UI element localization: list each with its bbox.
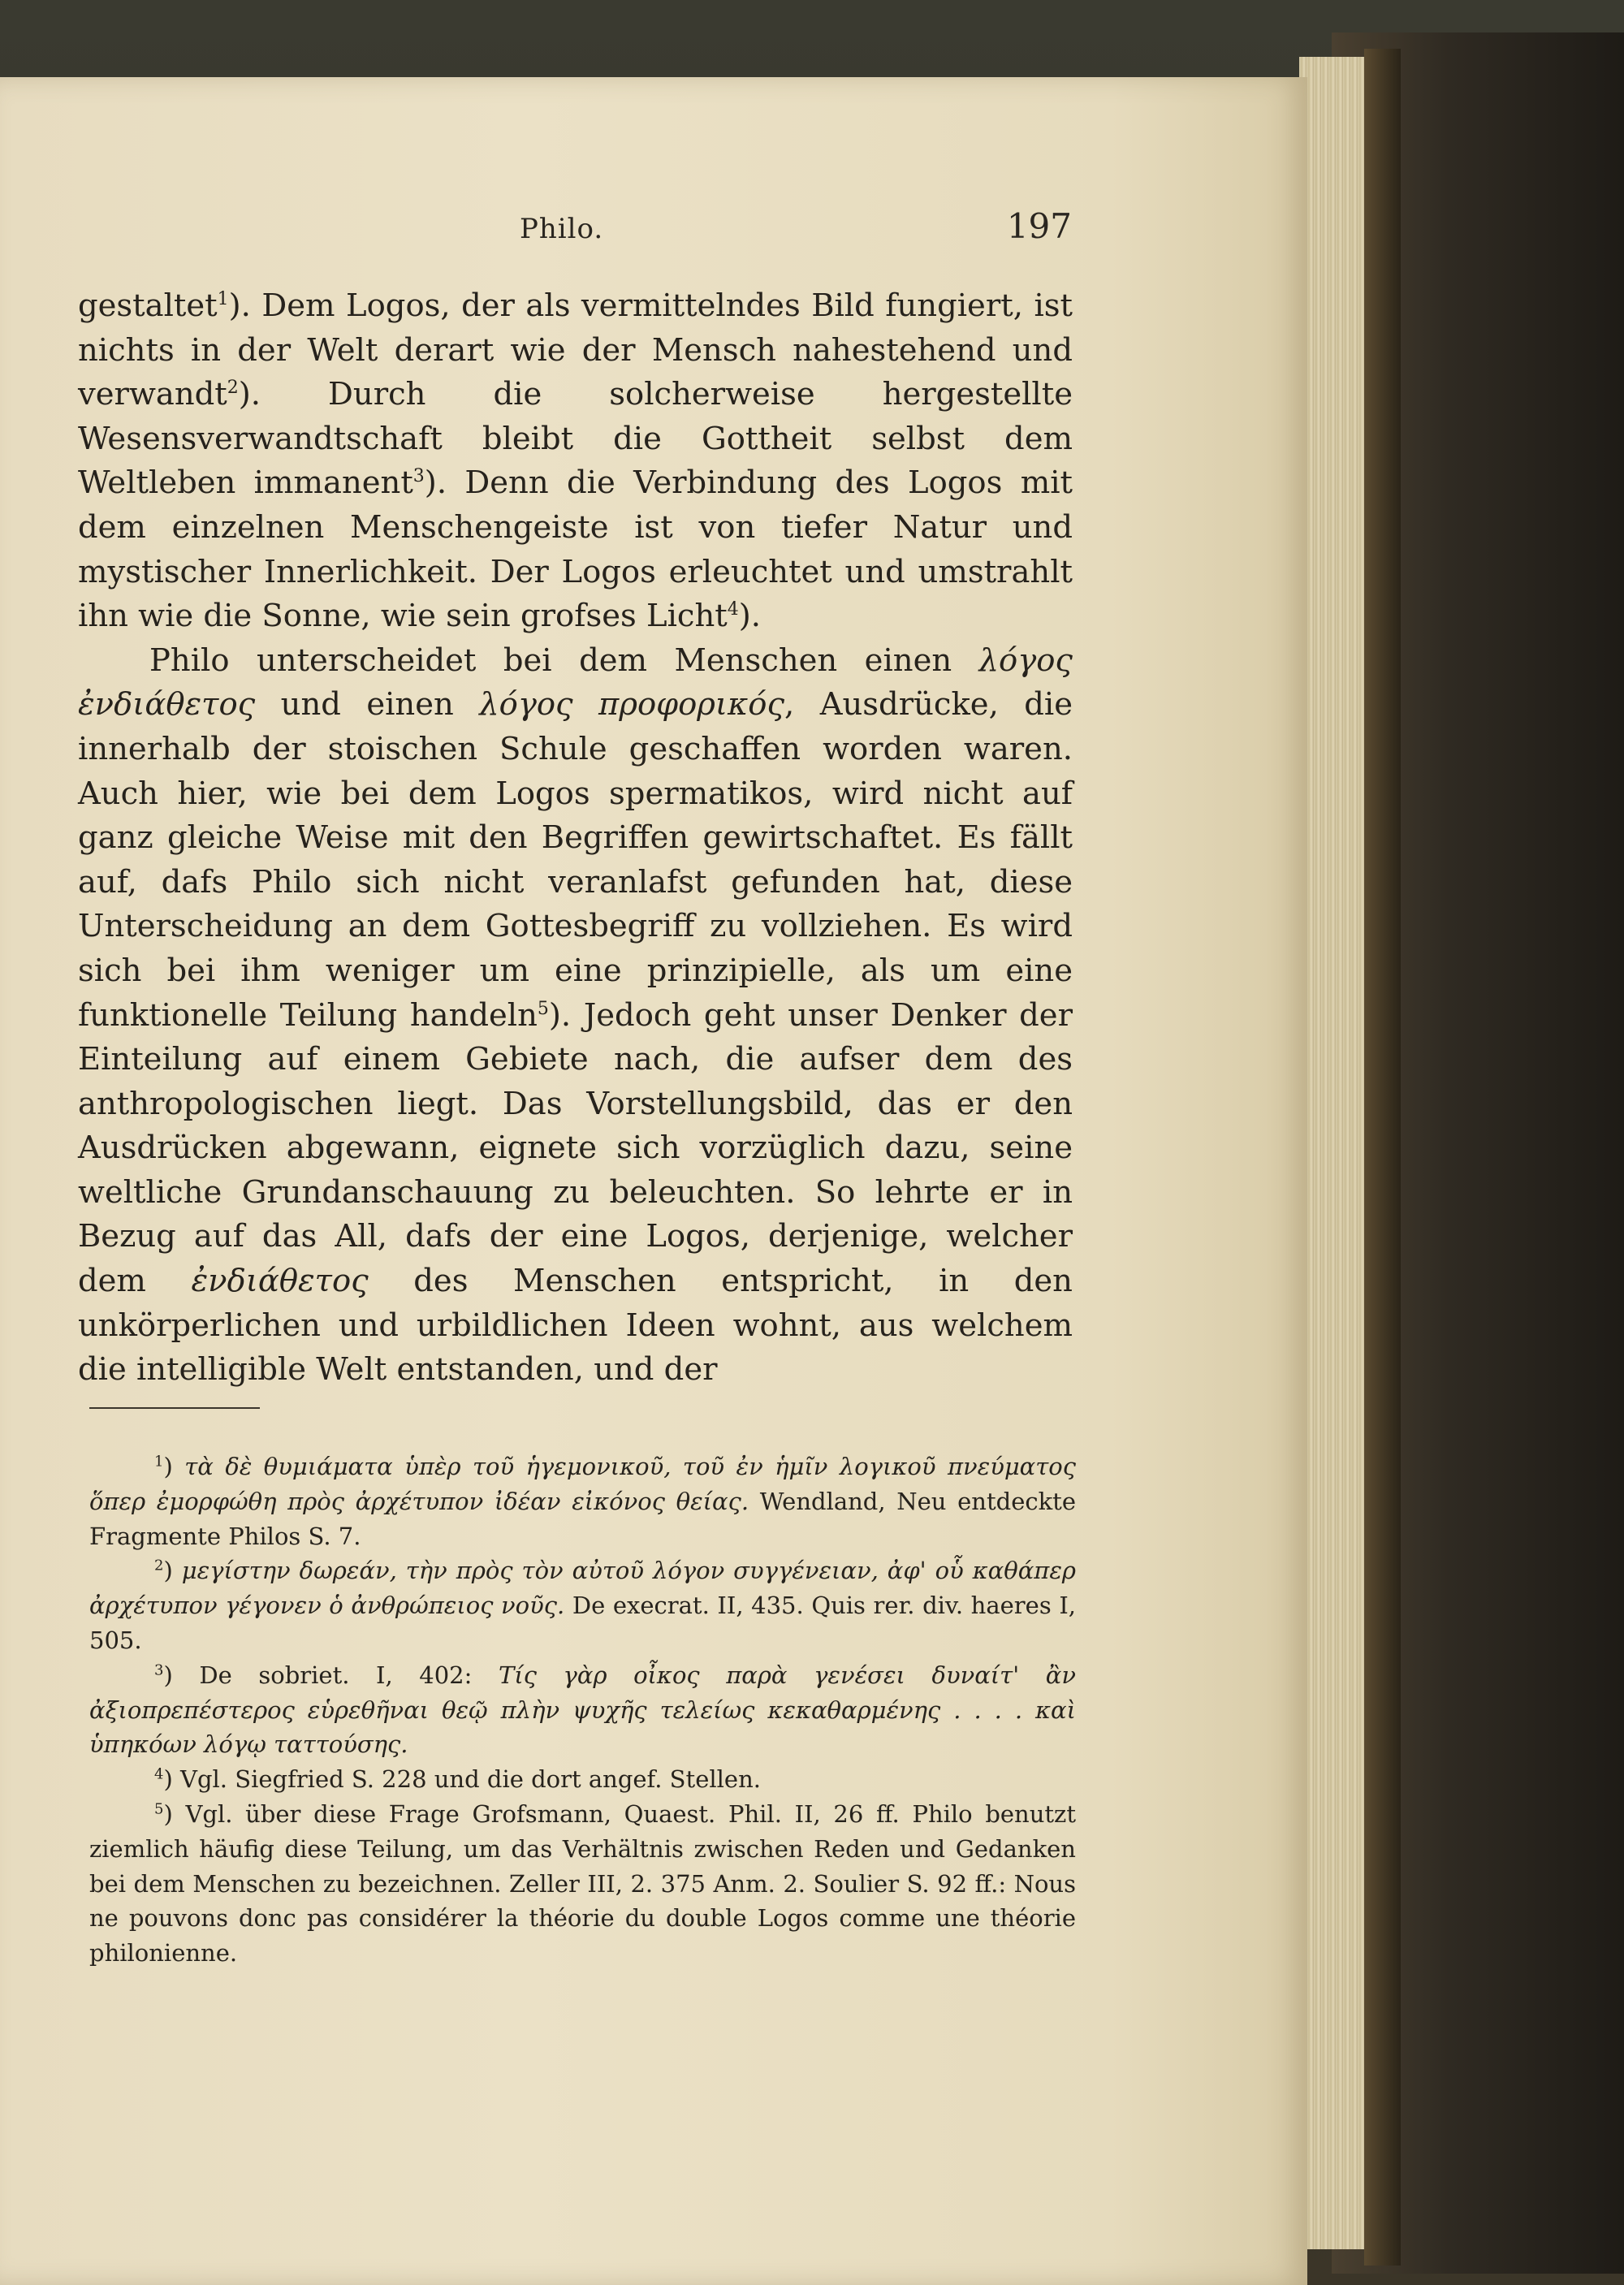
footnotes — [89, 1449, 1076, 1971]
footnote-divider — [89, 1407, 260, 1409]
greek-term: λόγος προφορικός — [479, 686, 785, 724]
page-number: 197 — [1006, 206, 1072, 246]
footnote-4: $^4$) Vgl. Siegfried S. 228 und die dort angef. Stellen. — [154, 1765, 761, 1794]
page-header — [520, 206, 1072, 261]
footnote-ref-2: 2 — [227, 378, 239, 399]
greek-term: λόγος ἐνδιάθετος — [78, 641, 1073, 724]
book-binding — [1364, 49, 1401, 2266]
running-title: Philo. — [520, 213, 604, 245]
page-edges — [1299, 57, 1364, 2249]
footnote-ref-5: 5 — [537, 998, 549, 1019]
main-text — [78, 284, 1073, 1393]
footnote-2: $^2$) μεγίστην δωρεάν, τὴν πρὸς τὸν αὐτοῦ λόγον συγγένειαν, ἀφ' οὗ καθάπερ ἀρχέτυπον γέγονεν ὁ ἀνθρώπειος νοῦς. De execrat. II, 435. Quis rer. div. haeres I, 505. — [89, 1557, 1077, 1654]
footnote-1: $^1$) τὰ δὲ θυμιάματα ὑπὲρ τοῦ ἡγεμονικοῦ, τοῦ ἐν ἡμῖν λογικοῦ πνεύματος ὅπερ ἐμορφώθη πρὸς ἀρχέτυπον ἰδέαν εἰκόνος θείας. Wendland, Neu entdeckte Fragmente Philos S. 7. — [89, 1453, 1076, 1550]
greek-term: ἐνδιάθετος — [191, 1263, 369, 1300]
footnote-ref-1: 1 — [217, 289, 229, 310]
footnote-5: $^5$) Vgl. über diese Frage Grofsmann, Quaest. Phil. II, 26 ff. Philo benutzt ziemlich häufig diese Teilung, um das Verhältnis zwischen Reden und Gedanken bei dem Menschen zu bezeichnen. Zeller III, 2. 375 Anm. 2. Soulier S. 92 ff.: Nous ne pouvons donc pas considérer la théorie du double Logos comme une théorie philonienne. — [89, 1799, 1076, 1968]
paragraph-1: gestaltet$^1$). Dem Logos, der als vermittelndes Bild fungiert, ist nichts in der Welt derart wie der Mensch nahestehend und verwandt$^2$). Durch die solcherweise hergestellte Wesensverwandtschaft bleibt die Gottheit selbst dem Weltleben immanent$^3$). Denn die Verbindung des Logos mit dem einzelnen Menschengeiste ist von tiefer Natur und mystischer Innerlichkeit. Der Logos erleuchtet und umstrahlt ihn wie die Sonne, wie sein grofses Licht$^4$). — [78, 287, 1073, 635]
footnote-ref-3: 3 — [412, 466, 425, 487]
footnote-ref-4: 4 — [727, 599, 739, 620]
paragraph-2: Philo unterscheidet bei dem Menschen einen λόγος ἐνδιάθετος und einen λόγος προφορικός, Ausdrücke, die innerhalb der stoischen Schule geschaffen worden waren. Auch hier, wie bei dem Logos spermatikos, wird nicht auf ganz gleiche Weise mit den Begriffen gewirtschaftet. Es fällt auf, dafs Philo sich nicht veranlafst gefunden hat, diese Unterscheidung an dem Gottesbegriff zu vollziehen. Es wird sich bei ihm weniger um eine prinzipielle, als um eine funktionelle Teilung handeln$^5$). Jedoch geht unser Denker der Einteilung auf einem Gebiete nach, die aufser dem des anthropologischen liegt. Das Vorstellungsbild, das er den Ausdrücken abgewann, eignete sich vorzüglich dazu, seine weltliche Grundanschauung zu beleuchten. So lehrte er in Bezug auf das All, dafs der eine Logos, derjenige, welcher dem ἐνδιάθετος des Menschen entspricht, in den unkörperlichen und urbildlichen Ideen wohnt, aus welchem die intelligible Welt entstanden, und der — [78, 641, 1073, 1389]
footnote-3: $^3$) De sobriet. I, 402: Τίς γὰρ οἶκος παρὰ γενέσει δυναίτ' ἂν ἀξιοπρεπέστερος εὑρεθῆναι θεῷ πλὴν ψυχῆς τελείως κεκαθαρμένης . . . . καὶ ὑπηκόων λόγῳ ταττούσης. — [89, 1661, 1076, 1759]
